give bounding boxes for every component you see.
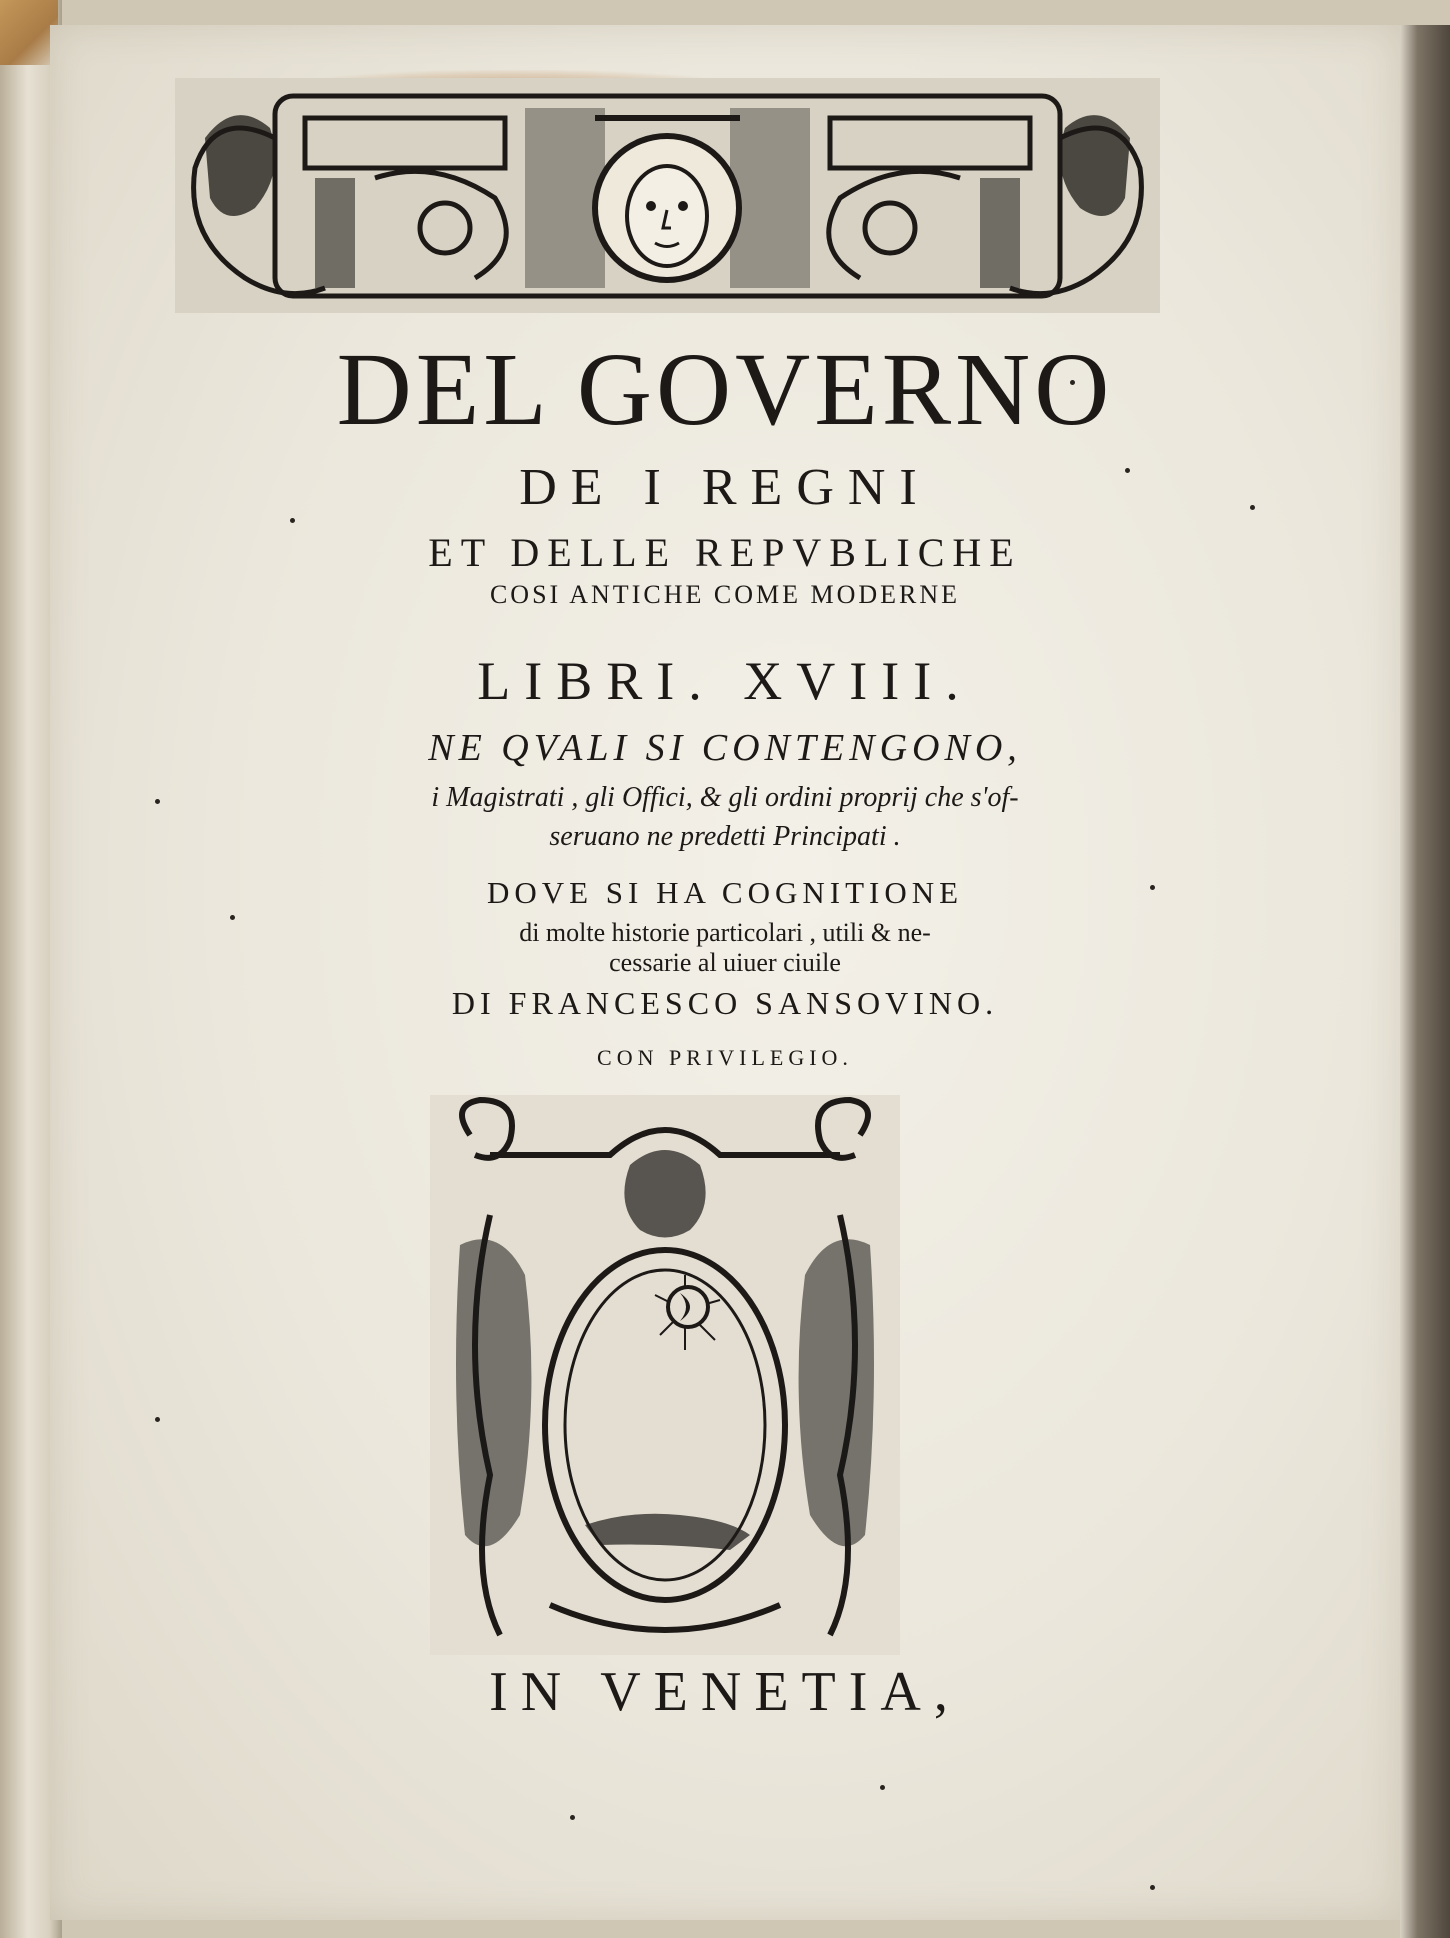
description-line-1: di molte historie particolari , utili & ne- bbox=[519, 918, 931, 947]
subtitle-regni: DE I REGNI bbox=[519, 459, 931, 516]
foxing-spot bbox=[1150, 1885, 1155, 1890]
subtitle-cosi: COSI ANTICHE COME MODERNE bbox=[489, 580, 961, 609]
volume-count: LIBRI. XVIII. bbox=[477, 651, 973, 711]
imprint-place: IN VENETIA, bbox=[489, 1661, 961, 1723]
foxing-spot bbox=[880, 1785, 885, 1790]
privilege-line: CON PRIVILEGIO. bbox=[597, 1045, 853, 1070]
printers-device bbox=[430, 1095, 900, 1655]
subtitle-republiche: ET DELLE REPVBLICHE bbox=[428, 530, 1022, 575]
foxing-spot bbox=[570, 1815, 575, 1820]
description-heading: DOVE SI HA COGNITIONE bbox=[486, 875, 964, 910]
foxing-spot bbox=[155, 1417, 160, 1422]
contents-heading: NE QVALI SI CONTENGONO, bbox=[428, 727, 1022, 769]
woodcut-headpiece bbox=[175, 78, 1160, 313]
book-binding-right bbox=[1400, 25, 1450, 1938]
author-line: DI FRANCESCO SANSOVINO. bbox=[451, 985, 999, 1021]
foxing-spot bbox=[290, 518, 295, 523]
book-title: DEL GOVERNO bbox=[336, 332, 1114, 447]
contents-line-1: i Magistrati , gli Offici, & gli ordini proprij che s'of- bbox=[431, 782, 1019, 813]
contents-line-2: seruano ne predetti Principati . bbox=[549, 821, 901, 852]
description-line-2: cessarie al uiuer ciuile bbox=[609, 948, 841, 977]
